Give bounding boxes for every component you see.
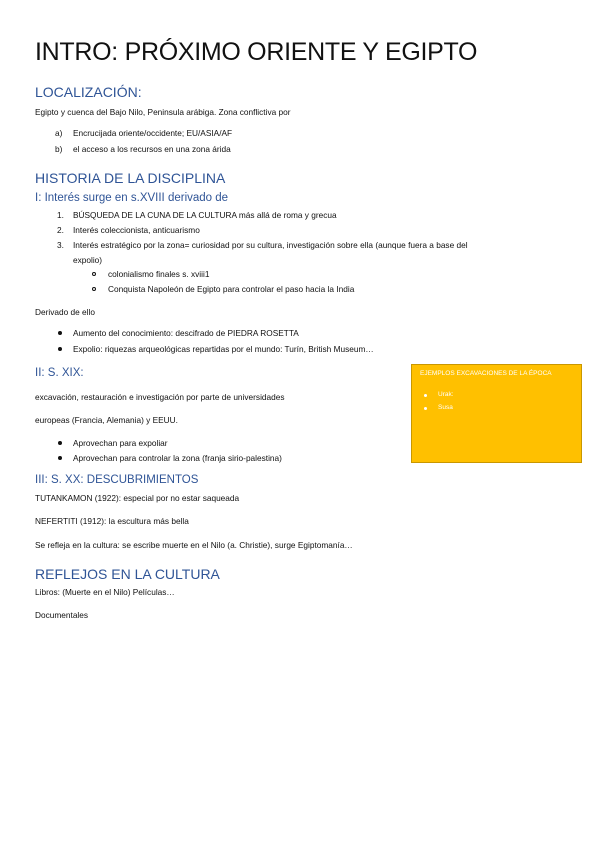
sub-list-item: Conquista Napoleón de Egipto para controlar el paso hacia la India	[108, 284, 355, 294]
list-item: Aprovechan para controlar la zona (franja sirio-palestina)	[73, 453, 282, 463]
bullet-icon	[58, 331, 62, 335]
reflejos-line: Documentales	[35, 610, 89, 620]
s20-line: TUTANKAMON (1922): especial por no estar saqueada	[35, 493, 240, 503]
subheading-s20: III: S. XX: DESCUBRIMIENTOS	[35, 474, 199, 486]
circle-bullet-icon	[92, 272, 96, 276]
bullet-icon	[424, 394, 427, 397]
list-item-continuation: expolio)	[73, 255, 103, 265]
list-item: Encrucijada oriente/occidente; EU/ASIA/AF	[73, 128, 233, 138]
s19-line: europeas (Francia, Alemania) y EEUU.	[35, 415, 178, 425]
sidebox-title: EJEMPLOS EXCAVACIONES DE LA ÉPOCA	[420, 370, 552, 377]
sidebox-item: Urak:	[438, 391, 454, 398]
bullet-icon	[58, 456, 62, 460]
sub-list-item: colonialismo finales s. xviii1	[108, 269, 210, 279]
heading-localizacion: LOCALIZACIÓN:	[35, 84, 142, 100]
list-item: Aprovechan para expoliar	[73, 438, 168, 448]
s20-line: NEFERTITI (1912): la escultura más bella	[35, 516, 189, 526]
list-item: Interés coleccionista, anticuarismo	[73, 225, 200, 235]
list-item: el acceso a los recursos en una zona árida	[73, 144, 231, 154]
list-marker: 1.	[57, 210, 64, 220]
bullet-icon	[58, 347, 62, 351]
localizacion-text: Egipto y cuenca del Bajo Nilo, Peninsula arábiga. Zona conflictiva por	[35, 107, 291, 117]
subheading-s19: II: S. XIX:	[35, 367, 84, 379]
heading-historia: HISTORIA DE LA DISCIPLINA	[35, 170, 226, 186]
bullet-icon	[424, 407, 427, 410]
circle-bullet-icon	[92, 287, 96, 291]
list-marker: 2.	[57, 225, 64, 235]
list-marker: 3.	[57, 240, 64, 250]
subheading-s18: I: Interés surge en s.XVIII derivado de	[35, 192, 229, 204]
reflejos-line: Libros: (Muerte en el Nilo) Películas…	[35, 587, 175, 597]
list-item: BÚSQUEDA DE LA CUNA DE LA CULTURA más allá de roma y grecua	[73, 210, 337, 220]
list-marker: b)	[55, 144, 63, 154]
sidebox-item: Susa	[438, 404, 453, 411]
bullet-icon	[58, 441, 62, 445]
list-item: Interés estratégico por la zona= curiosidad por su cultura, investigación sobre ella (aunque fuera a base del	[73, 240, 468, 250]
list-marker: a)	[55, 128, 63, 138]
list-item: Aumento del conocimiento: descifrado de PIEDRA ROSETTA	[73, 328, 299, 338]
page-title: INTRO: PRÓXIMO ORIENTE Y EGIPTO	[35, 38, 478, 66]
s19-line: excavación, restauración e investigación por parte de universidades	[35, 392, 285, 402]
derivado-label: Derivado de ello	[35, 307, 95, 317]
list-item: Expolio: riquezas arqueológicas repartidas por el mundo: Turín, British Museum…	[73, 344, 374, 354]
examples-sidebox	[411, 364, 582, 463]
s20-line: Se refleja en la cultura: se escribe muerte en el Nilo (a. Christie), surge Egiptomanía…	[35, 540, 353, 550]
heading-reflejos: REFLEJOS EN LA CULTURA	[35, 566, 220, 582]
